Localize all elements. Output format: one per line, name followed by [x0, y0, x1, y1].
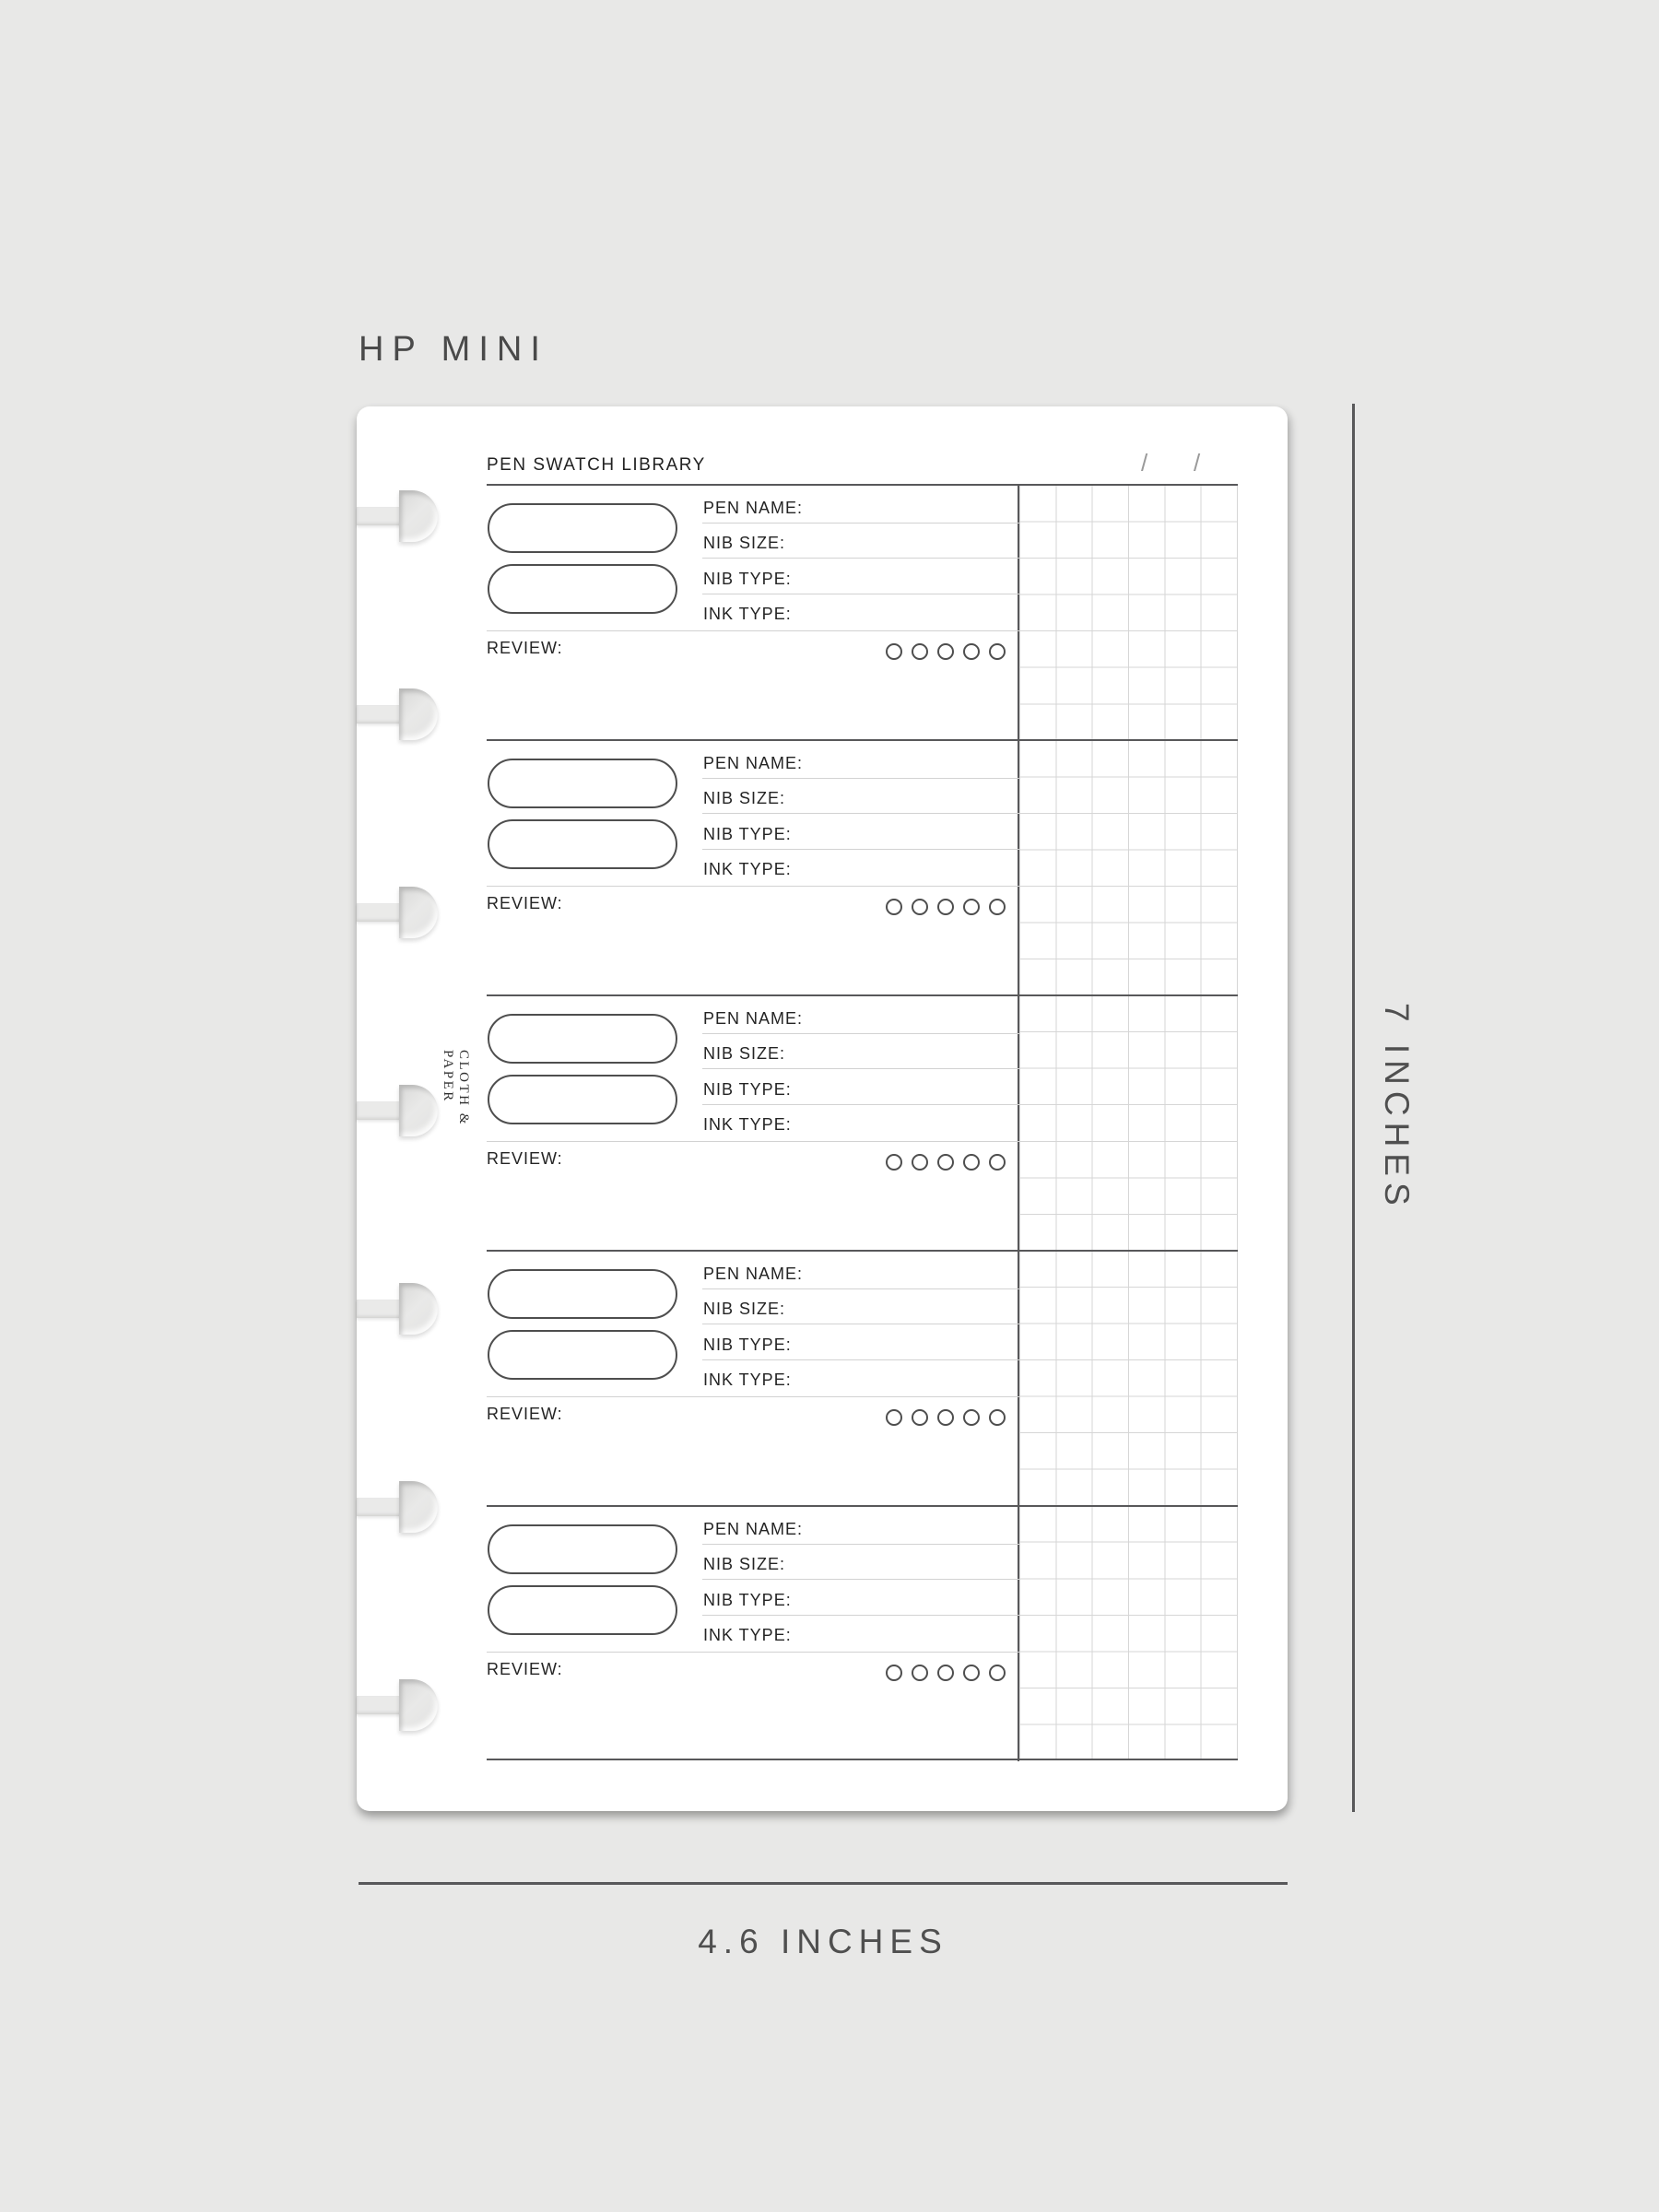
ink-type-label: INK TYPE:	[703, 860, 792, 878]
binding-disc-slot	[357, 1300, 403, 1318]
rating-circle[interactable]	[989, 899, 1006, 915]
binding-disc-slot	[357, 1498, 403, 1516]
pen-name-label: PEN NAME:	[703, 1520, 804, 1538]
pen-name-field-line[interactable]	[702, 778, 1020, 779]
nib-size-field-line[interactable]	[702, 1579, 1020, 1580]
width-ruler-label: 4.6 INCHES	[698, 1923, 948, 1960]
rating-circle[interactable]	[886, 1409, 902, 1426]
nib-size-label: NIB SIZE:	[703, 1300, 786, 1318]
ink-type-label: INK TYPE:	[703, 1371, 792, 1389]
rating-circle[interactable]	[963, 1154, 980, 1171]
nib-size-label: NIB SIZE:	[703, 789, 786, 807]
nib-type-field-line[interactable]	[702, 1615, 1020, 1616]
ink-type-label: INK TYPE:	[703, 1115, 792, 1134]
nib-size-label: NIB SIZE:	[703, 1044, 786, 1063]
insert-page	[357, 406, 1288, 1811]
pen-swatch-pill[interactable]	[488, 1524, 677, 1574]
rating-circle[interactable]	[963, 643, 980, 660]
rating-circle[interactable]	[886, 1665, 902, 1681]
ink-type-label: INK TYPE:	[703, 1626, 792, 1644]
section-divider-light-line	[487, 1141, 1019, 1142]
rating-circles	[886, 1665, 1006, 1681]
rating-circle[interactable]	[912, 899, 928, 915]
rating-circle[interactable]	[937, 643, 954, 660]
rating-circles	[886, 643, 1006, 660]
review-label: REVIEW:	[487, 1405, 563, 1423]
rating-circle[interactable]	[963, 1665, 980, 1681]
section-divider-light-line	[487, 1652, 1019, 1653]
nib-type-field-line[interactable]	[702, 1359, 1020, 1360]
binding-disc	[399, 1679, 438, 1731]
rating-circle[interactable]	[989, 1409, 1006, 1426]
ink-swatch-pill[interactable]	[488, 819, 677, 869]
date-slash-icon: /	[1141, 449, 1148, 477]
page-title: PEN SWATCH LIBRARY	[487, 455, 706, 475]
nib-type-label: NIB TYPE:	[703, 1591, 792, 1609]
ink-type-label: INK TYPE:	[703, 605, 792, 623]
pen-swatch-pill[interactable]	[488, 1014, 677, 1064]
nib-size-field-line[interactable]	[702, 813, 1020, 814]
section-divider-light-line	[487, 886, 1019, 887]
section-divider-light-line	[487, 1396, 1019, 1397]
binding-disc-slot	[357, 1696, 403, 1714]
rating-circle[interactable]	[912, 1409, 928, 1426]
nib-type-label: NIB TYPE:	[703, 570, 792, 588]
swatch-section	[487, 1250, 1238, 1505]
rating-circles	[886, 899, 1006, 915]
review-label: REVIEW:	[487, 639, 563, 657]
binding-disc	[399, 887, 438, 938]
pen-swatch-pill[interactable]	[488, 503, 677, 553]
rating-circle[interactable]	[886, 643, 902, 660]
pen-name-field-line[interactable]	[702, 523, 1020, 524]
rating-circle[interactable]	[937, 1409, 954, 1426]
rating-circles	[886, 1154, 1006, 1171]
rating-circle[interactable]	[912, 1665, 928, 1681]
ink-swatch-pill[interactable]	[488, 1585, 677, 1635]
pen-name-label: PEN NAME:	[703, 499, 804, 517]
review-label: REVIEW:	[487, 1149, 563, 1168]
rating-circle[interactable]	[937, 1154, 954, 1171]
rating-circle[interactable]	[989, 1665, 1006, 1681]
rating-circle[interactable]	[912, 643, 928, 660]
rating-circle[interactable]	[912, 1154, 928, 1171]
ink-swatch-pill[interactable]	[488, 564, 677, 614]
binding-disc	[399, 1085, 438, 1136]
nib-type-label: NIB TYPE:	[703, 825, 792, 843]
binding-disc-slot	[357, 1101, 403, 1120]
binding-disc	[399, 490, 438, 542]
section-divider-light-line	[487, 630, 1019, 631]
pen-name-field-line[interactable]	[702, 1544, 1020, 1545]
binding-disc-slot	[357, 507, 403, 525]
rating-circle[interactable]	[886, 1154, 902, 1171]
rating-circle[interactable]	[963, 1409, 980, 1426]
date-slash-icon: /	[1194, 449, 1201, 477]
swatch-section	[487, 484, 1238, 739]
binding-disc	[399, 1283, 438, 1335]
nib-size-field-line[interactable]	[702, 558, 1020, 559]
review-label: REVIEW:	[487, 894, 563, 912]
ink-swatch-pill[interactable]	[488, 1330, 677, 1380]
nib-type-field-line[interactable]	[702, 849, 1020, 850]
rating-circle[interactable]	[989, 1154, 1006, 1171]
binding-disc	[399, 1481, 438, 1533]
nib-type-label: NIB TYPE:	[703, 1335, 792, 1354]
width-ruler-line	[359, 1882, 1288, 1885]
height-ruler-label: 7 INCHES	[1378, 1003, 1416, 1212]
brand-vertical-text: CLOTH & PAPER	[441, 1050, 471, 1126]
rating-circle[interactable]	[937, 1665, 954, 1681]
nib-size-field-line[interactable]	[702, 1068, 1020, 1069]
pen-name-field-line[interactable]	[702, 1288, 1020, 1289]
height-ruler-line	[1352, 404, 1355, 1812]
ink-swatch-pill[interactable]	[488, 1075, 677, 1124]
nib-size-label: NIB SIZE:	[703, 534, 786, 552]
swatch-section	[487, 1505, 1238, 1760]
binding-disc	[399, 688, 438, 740]
rating-circles	[886, 1409, 1006, 1426]
nib-type-field-line[interactable]	[702, 1104, 1020, 1105]
pen-name-label: PEN NAME:	[703, 1265, 804, 1283]
pen-name-label: PEN NAME:	[703, 1009, 804, 1028]
review-label: REVIEW:	[487, 1660, 563, 1678]
pen-name-field-line[interactable]	[702, 1033, 1020, 1034]
nib-size-label: NIB SIZE:	[703, 1555, 786, 1573]
rating-circle[interactable]	[886, 899, 902, 915]
binding-disc-slot	[357, 903, 403, 922]
pen-swatch-pill[interactable]	[488, 1269, 677, 1319]
pen-swatch-pill[interactable]	[488, 759, 677, 808]
swatch-section	[487, 994, 1238, 1250]
binding-disc-slot	[357, 705, 403, 724]
nib-type-label: NIB TYPE:	[703, 1080, 792, 1099]
rating-circle[interactable]	[937, 899, 954, 915]
pen-name-label: PEN NAME:	[703, 754, 804, 772]
swatch-section	[487, 739, 1238, 994]
rating-circle[interactable]	[963, 899, 980, 915]
product-size-label: HP MINI	[359, 330, 548, 369]
rating-circle[interactable]	[989, 643, 1006, 660]
